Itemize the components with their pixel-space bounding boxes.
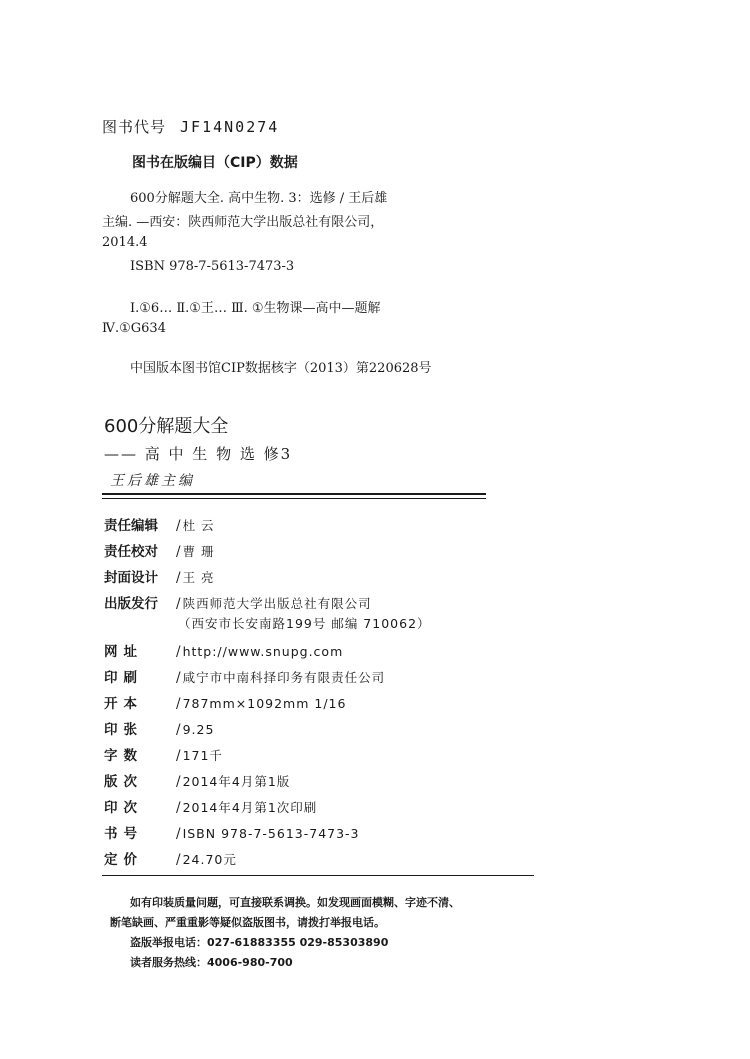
info-value: 171千 — [182, 748, 223, 763]
book-editor: 王后雄主编 — [110, 473, 195, 489]
info-label — [104, 692, 137, 712]
info-separator: / — [176, 596, 181, 612]
cip-classification-2: Ⅳ.①G634 — [102, 321, 166, 336]
notice-service-hotline: 读者服务热线：4006-980-700 — [130, 956, 293, 969]
info-row-price — [104, 848, 237, 868]
cip-record-number: 中国版本图书馆CIP数据核字（2013）第220628号 — [130, 361, 432, 376]
info-label: 出版发行 — [104, 596, 158, 612]
info-separator: / — [176, 722, 181, 738]
info-label — [104, 640, 137, 660]
label-char: 次 — [123, 800, 137, 816]
notice-block — [110, 893, 510, 973]
book-code — [102, 116, 279, 137]
info-label: 责任编辑 — [104, 518, 158, 534]
label-char: 张 — [123, 722, 137, 738]
label-char: 书 — [104, 826, 118, 842]
info-label — [104, 796, 137, 816]
info-value: 2014年4月第1次印刷 — [182, 800, 318, 815]
info-value: 陕西师范大学出版总社有限公司 — [182, 596, 372, 611]
info-row-sheets — [104, 718, 214, 738]
info-row-address — [178, 614, 431, 632]
label-char: 印 — [104, 722, 118, 738]
label-char: 字 — [104, 748, 118, 764]
info-value: 杜 云 — [182, 518, 215, 533]
info-separator: / — [176, 826, 181, 842]
label-char: 价 — [123, 852, 137, 868]
info-value: 24.70元 — [182, 852, 237, 867]
info-separator: / — [176, 748, 181, 764]
info-value: 咸宁市中南科择印务有限责任公司 — [182, 670, 386, 685]
cip-line-2: 主编. —西安：陕西师范大学出版总社有限公司， — [102, 215, 384, 230]
notice-line-2: 断笔缺画、严重重影等疑似盗版图书，请拨打举报电话。 — [110, 916, 385, 929]
info-separator: / — [176, 852, 181, 868]
info-rule — [102, 875, 534, 876]
info-label: 责任校对 — [104, 544, 158, 560]
info-value: http://www.snupg.com — [182, 644, 344, 659]
info-label — [104, 770, 137, 790]
info-separator: / — [176, 518, 181, 534]
info-row-impression — [104, 796, 317, 816]
info-value: 王 亮 — [182, 570, 215, 585]
info-row-proofreader — [104, 540, 215, 560]
info-label: 封面设计 — [104, 570, 158, 586]
info-value: 曹 珊 — [182, 544, 215, 559]
label-char: 版 — [104, 774, 118, 790]
info-row-isbn — [104, 822, 360, 842]
info-row-website — [104, 640, 343, 660]
label-char: 印 — [104, 670, 118, 686]
cip-classification-1: Ⅰ.①6… Ⅱ.①王… Ⅲ. ①生物课—高中—题解 — [130, 301, 381, 316]
info-label — [104, 822, 137, 842]
info-label — [104, 718, 137, 738]
cip-title: 图书在版编目（CIP）数据 — [132, 155, 298, 171]
cip-line-3: 2014.4 — [102, 235, 148, 250]
label-char: 开 — [104, 696, 118, 712]
title-rule-top — [102, 493, 486, 495]
info-value: 9.25 — [182, 722, 215, 737]
info-separator: / — [176, 670, 181, 686]
info-separator: / — [176, 644, 181, 660]
book-subtitle: —— 高 中 生 物 选 修3 — [104, 445, 293, 463]
info-separator: / — [176, 774, 181, 790]
cip-isbn: ISBN 978-7-5613-7473-3 — [130, 259, 295, 274]
book-title: 600分解题大全 — [104, 416, 229, 437]
info-label — [104, 666, 137, 686]
label-char: 网 — [104, 644, 118, 660]
label-char: 址 — [123, 644, 137, 660]
info-value: ISBN 978-7-5613-7473-3 — [182, 826, 360, 841]
cip-line-1: 600分解题大全. 高中生物. 3：选修 / 王后雄 — [130, 191, 388, 206]
info-row-cover-design — [104, 566, 215, 586]
label-char: 数 — [123, 748, 137, 764]
info-label — [104, 744, 137, 764]
info-row-format — [104, 692, 346, 712]
label-char: 印 — [104, 800, 118, 816]
label-char: 号 — [123, 826, 137, 842]
book-code-value: JF14N0274 — [180, 118, 280, 136]
label-char: 刷 — [123, 670, 137, 686]
info-separator: / — [176, 570, 181, 586]
info-value: 787mm×1092mm 1/16 — [182, 696, 347, 711]
label-char: 次 — [123, 774, 137, 790]
book-code-label: 图书代号 — [102, 118, 167, 136]
title-rule-bottom — [102, 498, 486, 499]
info-row-word-count — [104, 744, 223, 764]
label-char: 本 — [123, 696, 137, 712]
notice-piracy-hotline: 盗版举报电话：027-61883355 029-85303890 — [130, 936, 389, 949]
info-row-printer — [104, 666, 385, 686]
info-row-edition — [104, 770, 290, 790]
info-row-publisher — [104, 592, 372, 612]
info-row-editor — [104, 514, 215, 534]
info-value: （西安市长安南路199号 邮编 710062） — [178, 616, 431, 631]
notice-line-1: 如有印装质量问题，可直接联系调换。如发现画面模糊、字迹不清、 — [130, 896, 460, 909]
info-separator: / — [176, 696, 181, 712]
label-char: 定 — [104, 852, 118, 868]
info-label — [104, 848, 137, 868]
info-separator: / — [176, 800, 181, 816]
info-value: 2014年4月第1版 — [182, 774, 291, 789]
info-separator: / — [176, 544, 181, 560]
